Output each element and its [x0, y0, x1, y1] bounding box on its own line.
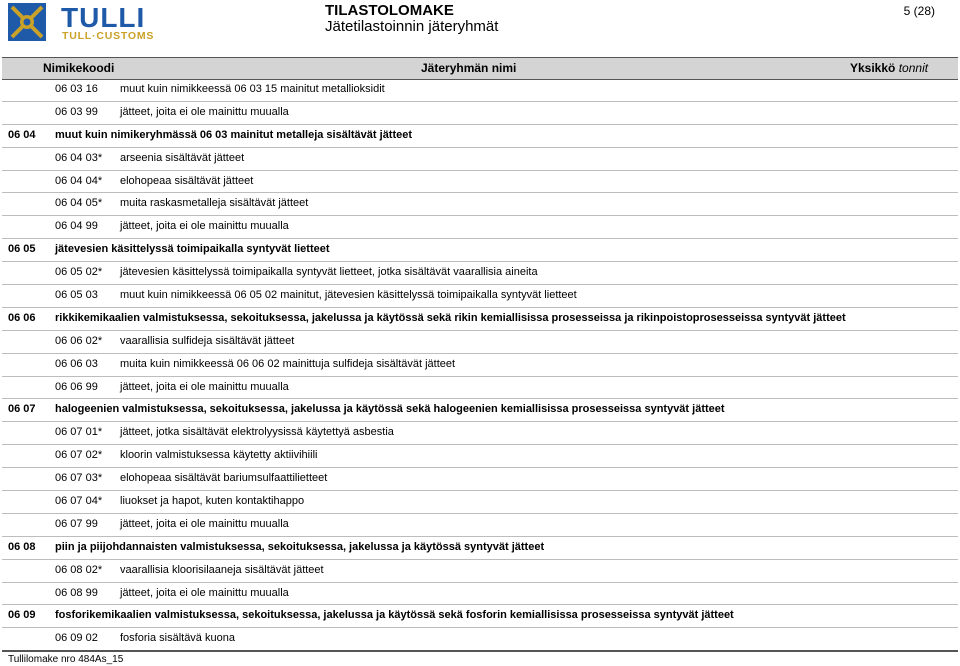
table-row: [2, 285, 958, 308]
row-code: 06 04 99: [55, 220, 98, 233]
row-name: muut kuin nimikkeessä 06 03 15 mainitut metallioksidit: [120, 83, 385, 95]
logo-brand: TULLI: [61, 2, 146, 33]
row-name: halogeenien valmistuksessa, sekoituksessa, jakelussa ja käytössä sekä halogeenien kemiallisissa prosesseissa syntyvät jätteet: [55, 403, 725, 416]
row-name: elohopeaa sisältävät jätteet: [120, 174, 254, 187]
row-name: jätevesien käsittelyssä toimipaikalla syntyvät lietteet: [55, 243, 330, 256]
row-code: 06 03 99: [55, 105, 98, 118]
column-header-name: Jäteryhmän nimi: [421, 61, 517, 75]
unit-label: Yksikkö: [850, 61, 896, 75]
row-code: 06 07 99: [55, 517, 98, 530]
table-row: [2, 560, 958, 583]
table-row-group: [2, 537, 958, 560]
row-name: fosforikemikaalien valmistuksessa, sekoituksessa, jakelussa ja käytössä sekä fosforin kemiallisissa prosesseissa syntyvät jätteet: [55, 609, 734, 622]
row-code: 06 09 02: [55, 632, 98, 645]
row-name: jätteet, joita ei ole mainittu muualla: [120, 380, 289, 393]
row-name: vaarallisia kloorisilaaneja sisältävät jätteet: [120, 563, 324, 576]
row-name: rikkikemikaalien valmistuksessa, sekoituksessa, jakelussa ja käytössä sekä rikin kemiallisissa prosesseissa ja rikinpoistoprosesseissa syntyvät jätteet: [55, 311, 846, 324]
row-code: 06 06 99: [55, 380, 98, 393]
row-code: 06 05: [8, 243, 36, 256]
row-name: fosforia sisältävä kuona: [120, 632, 235, 645]
table-row: [2, 514, 958, 537]
document-title: TILASTOLOMAKE: [325, 2, 454, 19]
row-code: 06 05 02*: [55, 266, 103, 279]
table-body: [2, 79, 958, 652]
table-row-group: [2, 605, 958, 628]
table-row: [2, 148, 958, 171]
table-row: [2, 102, 958, 125]
row-code: 06 07 01*: [55, 426, 103, 439]
row-name: arseenia sisältävät jätteet: [120, 151, 245, 164]
row-code: 06 06 02*: [55, 334, 103, 347]
unit-suffix: tonnit: [898, 61, 929, 75]
logo-subtitle: TULL·CUSTOMS: [62, 30, 155, 42]
row-name: jätteet, joita ei ole mainittu muualla: [120, 220, 289, 233]
row-code: 06 04 04*: [55, 174, 103, 187]
column-header-code: Nimikekoodi: [43, 61, 115, 75]
form-number: Tullilomake nro 484As_15: [8, 654, 124, 665]
row-name: jätteet, joita ei ole mainittu muualla: [120, 105, 289, 118]
table-row: [2, 468, 958, 491]
row-name: muut kuin nimikkeessä 06 05 02 mainitut, jätevesien käsittelyssä toimipaikalla syntyvät lietteet: [120, 289, 577, 302]
row-name: vaarallisia sulfideja sisältävät jätteet: [120, 334, 295, 347]
row-name: liuokset ja hapot, kuten kontaktihappo: [120, 495, 305, 508]
table-row: [2, 171, 958, 194]
row-name: jätteet, joita ei ole mainittu muualla: [120, 586, 289, 599]
table-row: [2, 331, 958, 354]
document-subtitle: Jätetilastoinnin jäteryhmät: [325, 18, 499, 35]
row-code: 06 05 03: [55, 289, 98, 302]
row-name: jätteet, jotka sisältävät elektrolyysissä käytettyä asbestia: [120, 426, 394, 439]
row-name: piin ja piijohdannaisten valmistuksessa, sekoituksessa, jakelussa ja käytössä syntyvät jätteet: [55, 540, 545, 553]
row-name: jätteet, joita ei ole mainittu muualla: [120, 517, 289, 530]
table-row: [2, 583, 958, 606]
row-code: 06 07 02*: [55, 449, 103, 462]
row-name: muita raskasmetalleja sisältävät jätteet: [120, 197, 309, 210]
table-header: [2, 57, 958, 80]
table-row: [2, 628, 958, 652]
row-code: 06 04 05*: [55, 197, 103, 210]
table-row: [2, 354, 958, 377]
table-row: [2, 216, 958, 239]
row-code: 06 03 16: [55, 83, 98, 95]
table-row: [2, 491, 958, 514]
tulli-logo: [8, 2, 198, 42]
tulli-emblem-icon: [8, 3, 46, 41]
row-code: 06 07: [8, 403, 36, 416]
table-row: [2, 445, 958, 468]
table-row-group: [2, 125, 958, 148]
row-code: 06 07 03*: [55, 472, 103, 485]
table-row-group: [2, 399, 958, 422]
row-name: jätevesien käsittelyssä toimipaikalla syntyvät lietteet, jotka sisältävät vaarallisia aineita: [120, 266, 538, 279]
row-name: muita kuin nimikkeessä 06 06 02 mainittuja sulfideja sisältävät jätteet: [120, 357, 456, 370]
row-code: 06 04: [8, 128, 36, 141]
column-header-unit: [850, 61, 928, 75]
row-code: 06 08: [8, 540, 36, 553]
row-name: kloorin valmistuksessa käytetty aktiivihiili: [120, 449, 318, 462]
row-code: 06 06 03: [55, 357, 98, 370]
table-row: [2, 193, 958, 216]
row-name: elohopeaa sisältävät bariumsulfaattilietteet: [120, 472, 328, 485]
row-name: muut kuin nimikeryhmässä 06 03 mainitut metalleja sisältävät jätteet: [55, 128, 413, 141]
row-code: 06 08 99: [55, 586, 98, 599]
row-code: 06 07 04*: [55, 495, 103, 508]
table-row: [2, 262, 958, 285]
page-number: 5 (28): [903, 4, 935, 18]
table-row: [2, 377, 958, 400]
row-code: 06 08 02*: [55, 563, 103, 576]
row-code: 06 04 03*: [55, 151, 103, 164]
row-code: 06 09: [8, 609, 36, 622]
row-code: 06 06: [8, 311, 36, 324]
table-row: [2, 422, 958, 445]
table-row: [2, 79, 958, 102]
table-row-group: [2, 308, 958, 331]
table-row-group: [2, 239, 958, 262]
